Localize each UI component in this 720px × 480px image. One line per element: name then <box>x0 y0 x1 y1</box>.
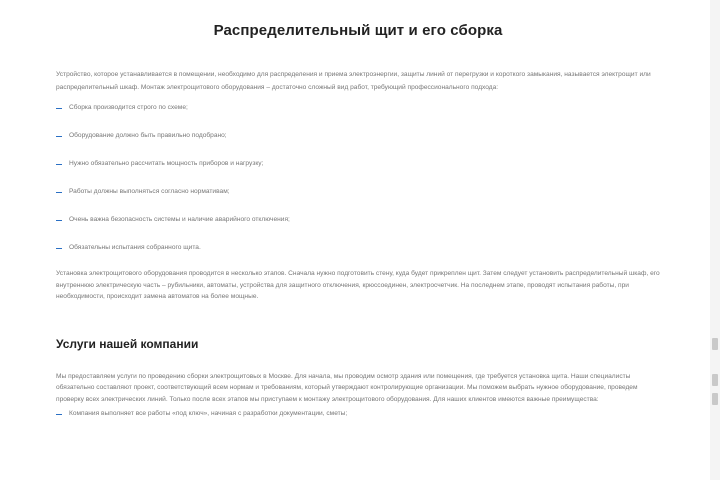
intro-paragraph: Устройство, которое устанавливается в помещении, необходимо для распределения и приема электроэнергии, защиты линий от перегрузки и короткого замыкания, называется электрощит или распределительный шкаф. Монтаж электрощитового оборудования – достаточно сложный вид работ, требующий профессионального подхода: <box>56 71 651 91</box>
scrollbar-thumb[interactable] <box>712 338 718 350</box>
scrollbar-thumb[interactable] <box>712 393 718 405</box>
list-item <box>56 103 660 131</box>
list-item-text: Работы должны выполняться согласно нормативам; <box>69 188 230 195</box>
list-item <box>56 243 660 271</box>
list-item-text: Нужно обязательно рассчитать мощность приборов и нагрузку; <box>69 160 264 167</box>
list-item <box>56 131 660 159</box>
advantages-list <box>56 409 660 419</box>
bullet-dash-icon <box>56 136 62 137</box>
list-item-text: Обязательны испытания собранного щита. <box>69 244 201 251</box>
bullet-dash-icon <box>56 164 62 165</box>
services-heading: Услуги нашей компании <box>56 336 199 351</box>
scrollbar[interactable] <box>710 0 720 480</box>
article-content <box>56 22 660 419</box>
bullet-dash-icon <box>56 108 62 109</box>
list-item <box>56 215 660 243</box>
list-item-text: Компания выполняет все работы «под ключ», начиная с разработки документации, сметы; <box>69 410 348 417</box>
installation-paragraph: Установка электрощитового оборудования проводится в несколько этапов. Сначала нужно подготовить стену, куда будет прикреплен щит. Затем следует установить распределительный шкаф, его внутреннюю электрическую часть – рубильники, автоматы, устройства для защитного отключения, крюссоединен, электросчетчик. На последнем этапе, проводят испытания работы, при необходимости, происходит замена автоматов на более мощные. <box>56 270 660 300</box>
list-item-text: Очень важна безопасность системы и наличие аварийного отключения; <box>69 216 290 223</box>
bullet-dash-icon <box>56 220 62 221</box>
services-paragraph: Мы предоставляем услуги по проведению сборки электрощитовых в Москве. Для начала, мы проводим осмотр здания или помещения, где требуется установка щита. Наши специалисты обязательно составляют проект, соответствующий всем нормам и требованиям, который утверждают контролирующие организации. Мы поможем выбрать нужное оборудование, проведем проверку всех электрических линий. Только после всех этапов мы приступаем к монтажу электрощитового оборудования. Для наших клиентов имеются важные преимущества: <box>56 372 638 403</box>
list-item <box>56 159 660 187</box>
requirements-list <box>56 103 660 271</box>
bullet-dash-icon <box>56 414 62 415</box>
list-item-text: Оборудование должно быть правильно подобрано; <box>69 132 227 139</box>
scrollbar-thumb[interactable] <box>712 374 718 386</box>
list-item <box>56 409 660 419</box>
bullet-dash-icon <box>56 192 62 193</box>
bullet-dash-icon <box>56 248 62 249</box>
page-title: Распределительный щит и его сборка <box>213 22 503 39</box>
list-item <box>56 187 660 215</box>
list-item-text: Сборка производится строго по схеме; <box>69 104 188 111</box>
